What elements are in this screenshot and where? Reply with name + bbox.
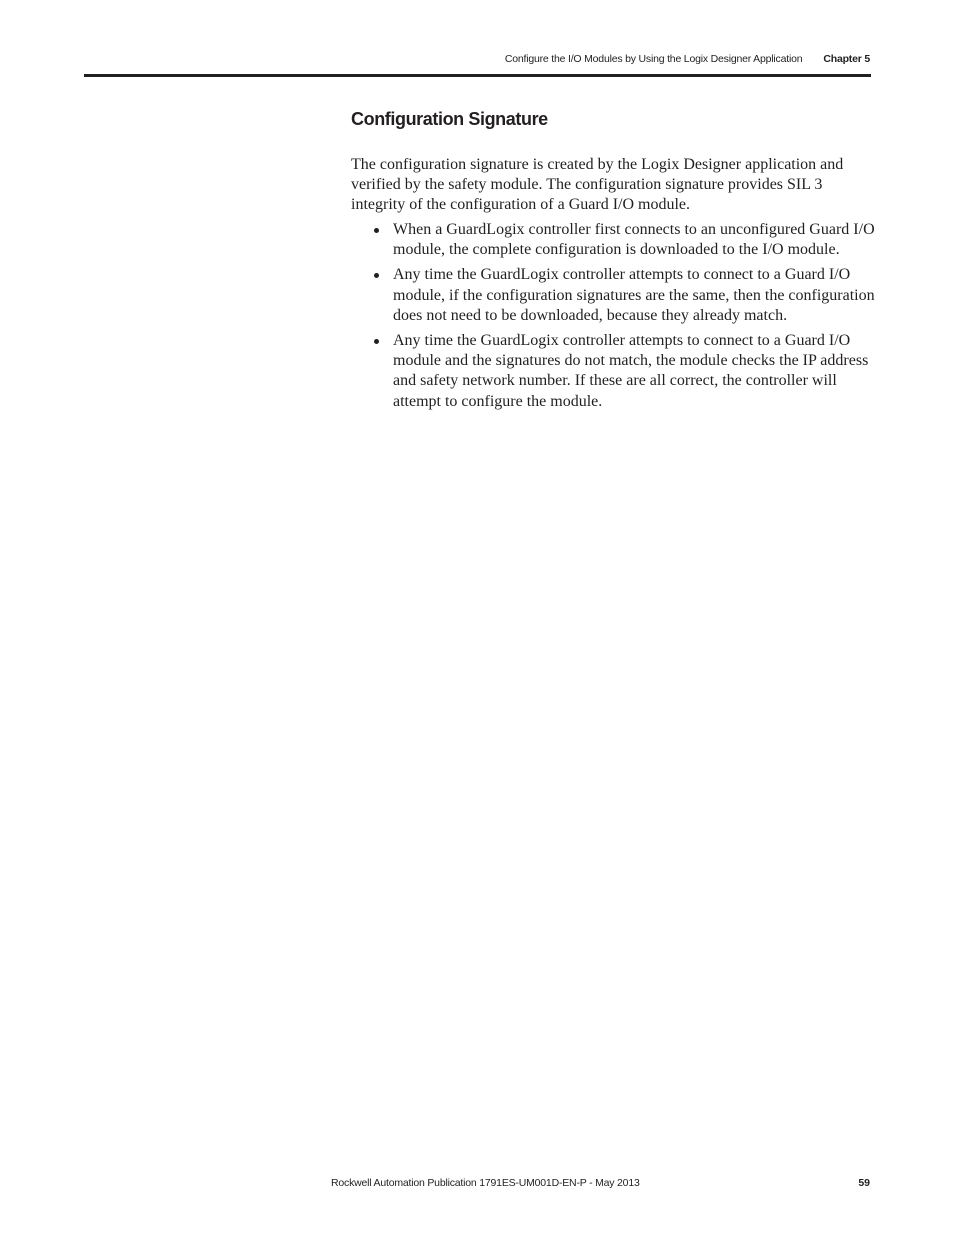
list-item [351,220,875,260]
running-title: Configure the I/O Modules by Using the Logix Designer Application [504,53,803,65]
bullet-list [351,220,875,417]
page-number: 59 [858,1177,870,1189]
list-item [351,331,875,412]
intro-paragraph: The configuration signature is created by the Logix Designer application and verified by the safety module. The configuration signature provides SIL 3 integrity of the configuration of a Guard I/O module. [351,156,844,214]
header-rule [84,74,871,77]
bullet-icon [374,273,379,278]
chapter-label: Chapter 5 [823,53,870,65]
list-item [351,265,875,326]
list-item-text: Any time the GuardLogix controller attempts to connect to a Guard I/O module and the signatures do not match, the module checks the IP address and safety network number. If these are all correct, the controller will attempt to configure the module. [393,332,869,410]
running-header [505,53,870,65]
bullet-icon [374,228,379,233]
list-item-text: Any time the GuardLogix controller attempts to connect to a Guard I/O module, if the configuration signatures are the same, then the configuration does not need to be downloaded, because they already match. [393,266,875,324]
section-title: Configuration Signature [351,109,548,129]
publication-footer: Rockwell Automation Publication 1791ES-UM001D-EN-P - May 2013 [331,1177,640,1189]
list-item-text: When a GuardLogix controller first connects to an unconfigured Guard I/O module, the complete configuration is downloaded to the I/O module. [393,221,875,259]
bullet-icon [374,339,379,344]
